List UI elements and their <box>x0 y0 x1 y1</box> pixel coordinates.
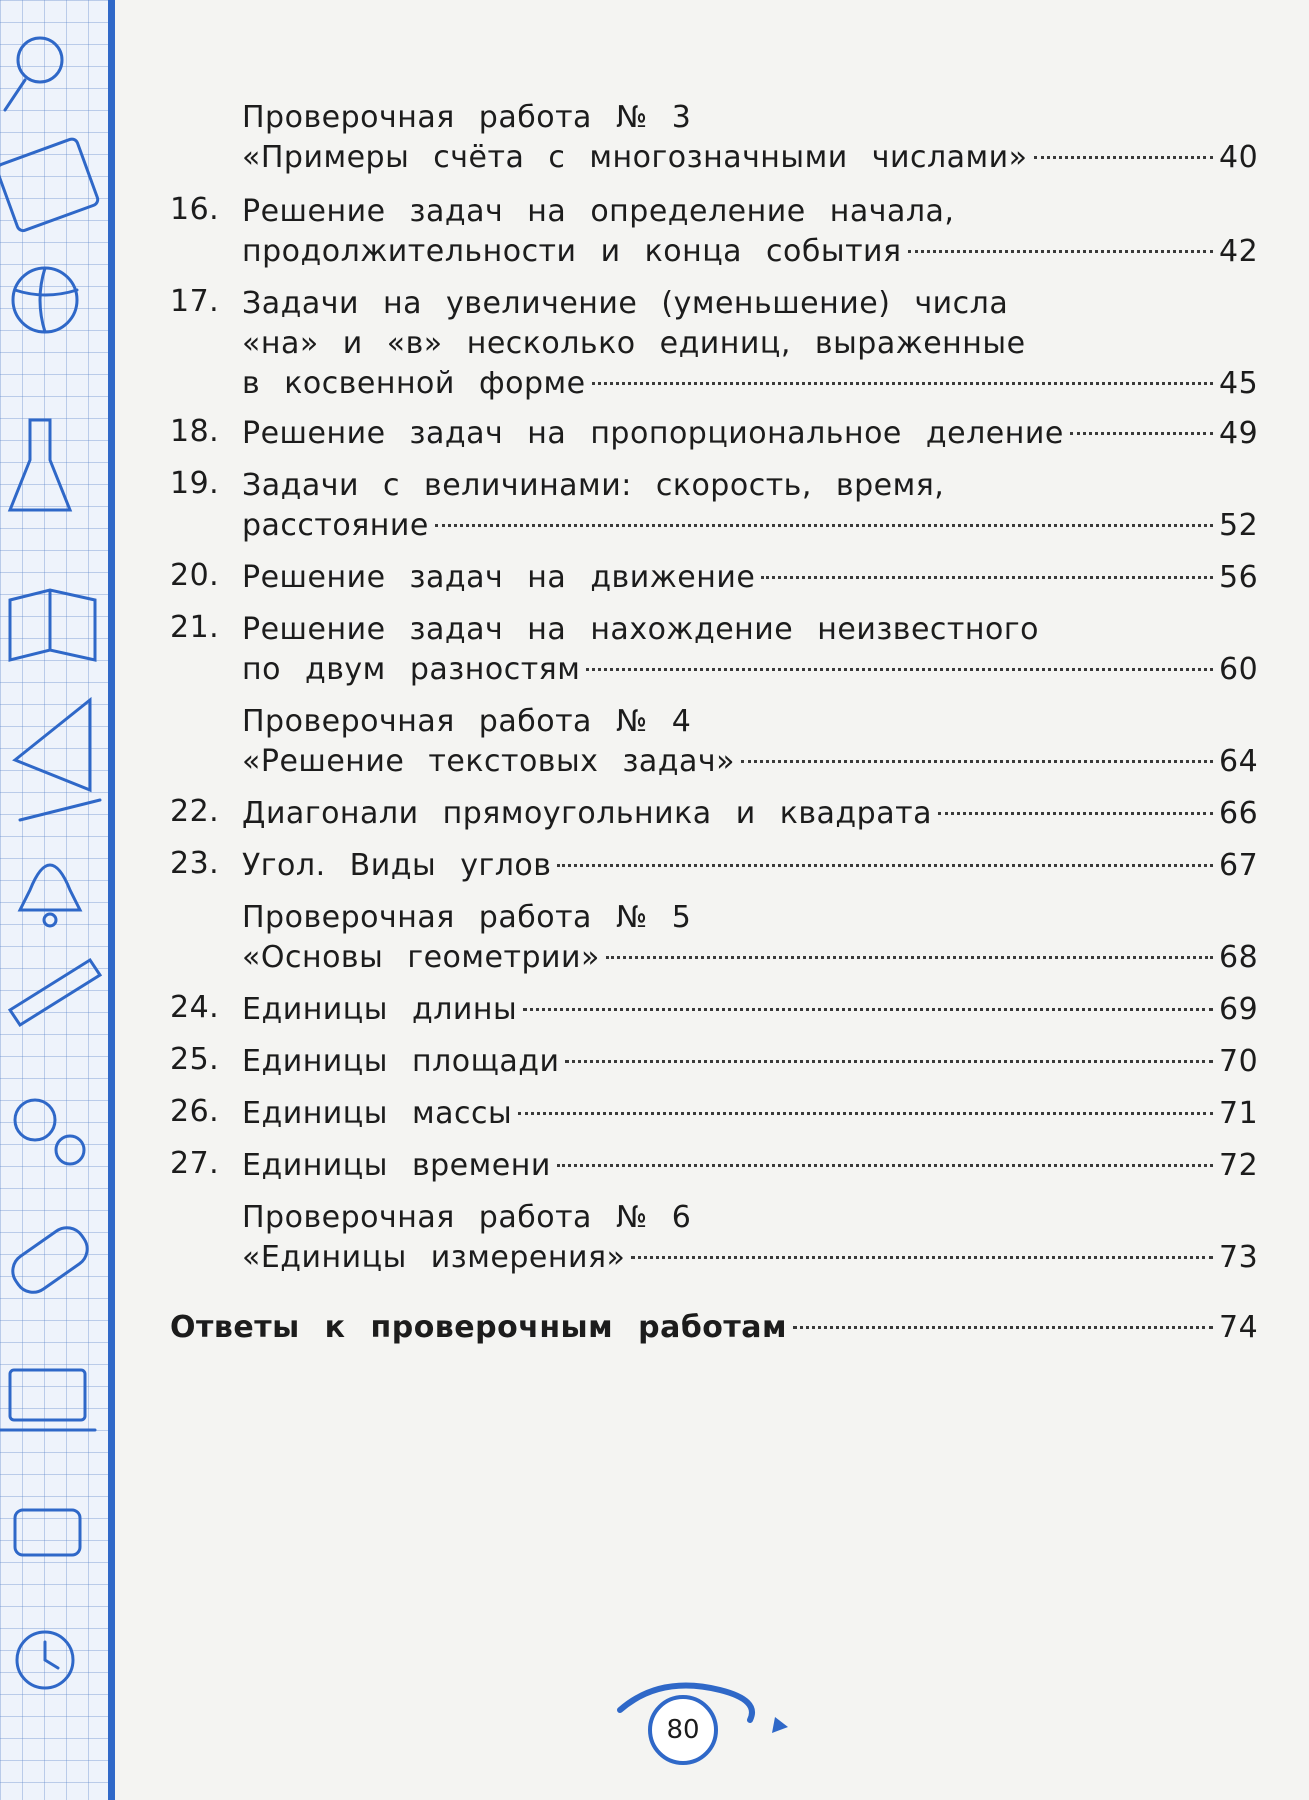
toc-page-number: 74 <box>1219 1310 1259 1345</box>
toc-entry <box>170 1198 1259 1278</box>
toc-entry <box>170 898 1259 978</box>
toc-entry-title-line: Решение задач на пропорциональное деление <box>242 416 1064 451</box>
toc-entry-number: 20. <box>170 558 220 593</box>
toc-entry <box>170 794 1259 834</box>
toc-page-number: 68 <box>1219 940 1259 975</box>
toc-entry-number: 23. <box>170 846 220 881</box>
toc-entry-title-line: в косвенной форме <box>242 366 586 401</box>
toc-entry-title-line: Проверочная работа № 5 <box>242 900 692 935</box>
toc-entry <box>170 192 1259 272</box>
toc-entry-number: 25. <box>170 1042 220 1077</box>
dot-leader <box>606 956 1213 959</box>
toc-page-number: 42 <box>1219 234 1259 269</box>
toc-entry-title-line: Проверочная работа № 4 <box>242 704 692 739</box>
toc-entry-title-line: «на» и «в» несколько единиц, выраженные <box>242 326 1026 361</box>
toc-entry-number: 17. <box>170 284 220 319</box>
toc-page-number: 56 <box>1219 560 1259 595</box>
toc-page-number: 71 <box>1219 1096 1259 1131</box>
dot-leader <box>518 1112 1213 1115</box>
toc-page-number: 40 <box>1219 140 1259 175</box>
toc-entry <box>170 284 1259 404</box>
toc-entry-number: 18. <box>170 414 220 449</box>
toc-entry-title-line: Единицы массы <box>242 1096 513 1131</box>
toc-entry-title-line: «Единицы измерения» <box>242 1240 626 1275</box>
page-number: 80 <box>648 1695 718 1765</box>
toc-entry-title-line: продолжительности и конца события <box>242 234 902 269</box>
dot-leader <box>793 1326 1213 1329</box>
toc-page-number: 52 <box>1219 508 1259 543</box>
toc-entry <box>170 702 1259 782</box>
toc-entry-number: 16. <box>170 192 220 227</box>
school-doodles-illustration <box>0 0 112 1800</box>
toc-page-number: 67 <box>1219 848 1259 883</box>
toc-entry-number: 21. <box>170 610 220 645</box>
strip-border <box>108 0 115 1800</box>
toc-entry-title-line: «Примеры счёта с многозначными числами» <box>242 140 1028 175</box>
dot-leader <box>908 250 1213 253</box>
page-number-badge <box>600 1655 800 1765</box>
dot-leader <box>761 576 1213 579</box>
dot-leader <box>565 1060 1213 1063</box>
toc-entry <box>170 610 1259 690</box>
toc-page-number: 45 <box>1219 366 1259 401</box>
answers-title: Ответы к проверочным работам <box>170 1310 788 1345</box>
toc-entry-title-line: расстояние <box>242 508 429 543</box>
toc-entry-title-line: Единицы площади <box>242 1044 560 1079</box>
dot-leader <box>592 382 1213 385</box>
toc-entry-title-line: Задачи на увеличение (уменьшение) числа <box>242 286 1009 321</box>
toc-entry <box>170 1042 1259 1082</box>
toc-entry <box>170 466 1259 546</box>
toc-entry-answers <box>170 1308 1259 1348</box>
toc-entry <box>170 558 1259 598</box>
toc-entry-title-line: Диагонали прямоугольника и квадрата <box>242 796 932 831</box>
dot-leader <box>631 1256 1213 1259</box>
dot-leader <box>557 864 1213 867</box>
toc-entry-title-line: Проверочная работа № 6 <box>242 1200 692 1235</box>
toc-entry-title-line: «Решение текстовых задач» <box>242 744 735 779</box>
toc-page-number: 64 <box>1219 744 1259 779</box>
toc-entry-title-line: Единицы времени <box>242 1148 551 1183</box>
toc-page-number: 49 <box>1219 416 1259 451</box>
table-of-contents <box>170 98 1259 1348</box>
dot-leader <box>1034 156 1213 159</box>
toc-entry <box>170 1146 1259 1186</box>
toc-page-number: 73 <box>1219 1240 1259 1275</box>
toc-entry-title-line: по двум разностям <box>242 652 581 687</box>
toc-page-number: 70 <box>1219 1044 1259 1079</box>
dot-leader <box>741 760 1213 763</box>
toc-entry-title-line: Решение задач на движение <box>242 560 756 595</box>
toc-entry <box>170 1094 1259 1134</box>
toc-entry <box>170 990 1259 1030</box>
toc-entry-title-line: Задачи с величинами: скорость, время, <box>242 468 945 503</box>
toc-page-number: 69 <box>1219 992 1259 1027</box>
dot-leader <box>523 1008 1213 1011</box>
dot-leader <box>557 1164 1213 1167</box>
toc-entry-title-line: «Основы геометрии» <box>242 940 600 975</box>
toc-page-number: 60 <box>1219 652 1259 687</box>
toc-page-number: 66 <box>1219 796 1259 831</box>
toc-entry-number: 26. <box>170 1094 220 1129</box>
toc-entry-number: 27. <box>170 1146 220 1181</box>
toc-entry <box>170 846 1259 886</box>
toc-entry <box>170 414 1259 454</box>
toc-entry-title-line: Решение задач на нахождение неизвестного <box>242 612 1039 647</box>
toc-entry-title-line: Проверочная работа № 3 <box>242 100 692 135</box>
decorative-doodle-strip <box>0 0 112 1800</box>
toc-entry-number: 22. <box>170 794 220 829</box>
toc-entry-number: 19. <box>170 466 220 501</box>
toc-entry-title-line: Решение задач на определение начала, <box>242 194 955 229</box>
toc-entry-title-line: Угол. Виды углов <box>242 848 552 883</box>
dot-leader <box>435 524 1213 527</box>
toc-page-number: 72 <box>1219 1148 1259 1183</box>
dot-leader <box>938 812 1213 815</box>
dot-leader <box>1070 432 1213 435</box>
toc-entry <box>170 98 1259 178</box>
toc-entry-title-line: Единицы длины <box>242 992 518 1027</box>
toc-entry-number: 24. <box>170 990 220 1025</box>
dot-leader <box>586 668 1213 671</box>
